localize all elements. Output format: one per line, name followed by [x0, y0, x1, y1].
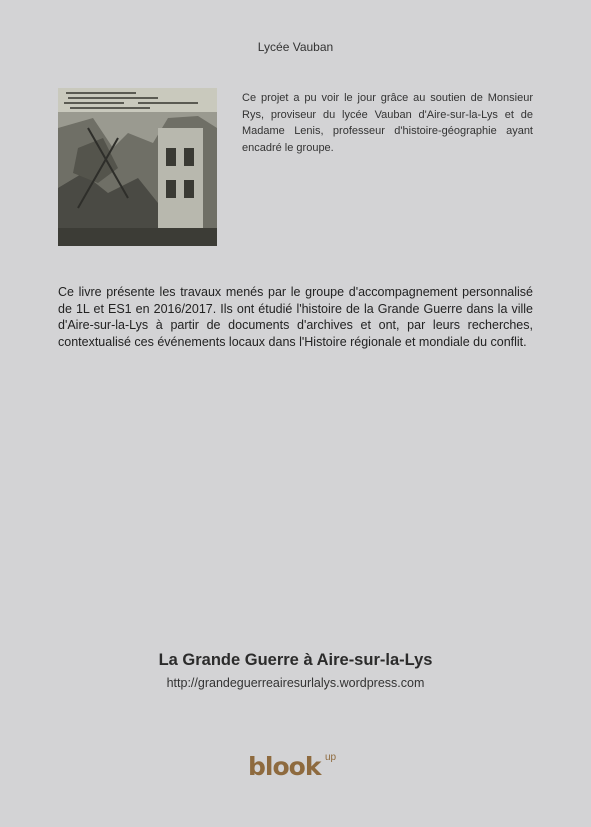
publisher-logo	[248, 752, 348, 784]
school-name: Lycée Vauban	[257, 40, 334, 54]
publisher-logo-sup: up	[325, 752, 337, 763]
book-summary: Ce livre présente les travaux menés par le groupe d'accompagnement personnalisé de 1L et ES1 en 2016/2017. Ils ont étudié l'histoire de la Grande Guerre dans la ville d'Aire-sur-la-Lys à partir de documents d'archives et ont, par leurs recherches, contextualisé ces événements locaux dans l'Histoire régionale et mondiale du conflit.	[58, 285, 533, 349]
publisher-logo-text: blook	[248, 752, 321, 781]
acknowledgement-text: Ce projet a pu voir le jour grâce au soutien de Monsieur Rys, proviseur du lycée Vauban d'Aire-sur-la-Lys et de Madame Lenis, professeur d'histoire-géographie ayant encadré le groupe.	[242, 92, 533, 154]
book-title: La Grande Guerre à Aire-sur-la-Lys	[158, 651, 433, 669]
postcard-image	[58, 88, 217, 246]
war-ruins-icon	[58, 88, 217, 246]
book-url[interactable]: http://grandeguerreairesurlalys.wordpress.com	[166, 676, 425, 690]
